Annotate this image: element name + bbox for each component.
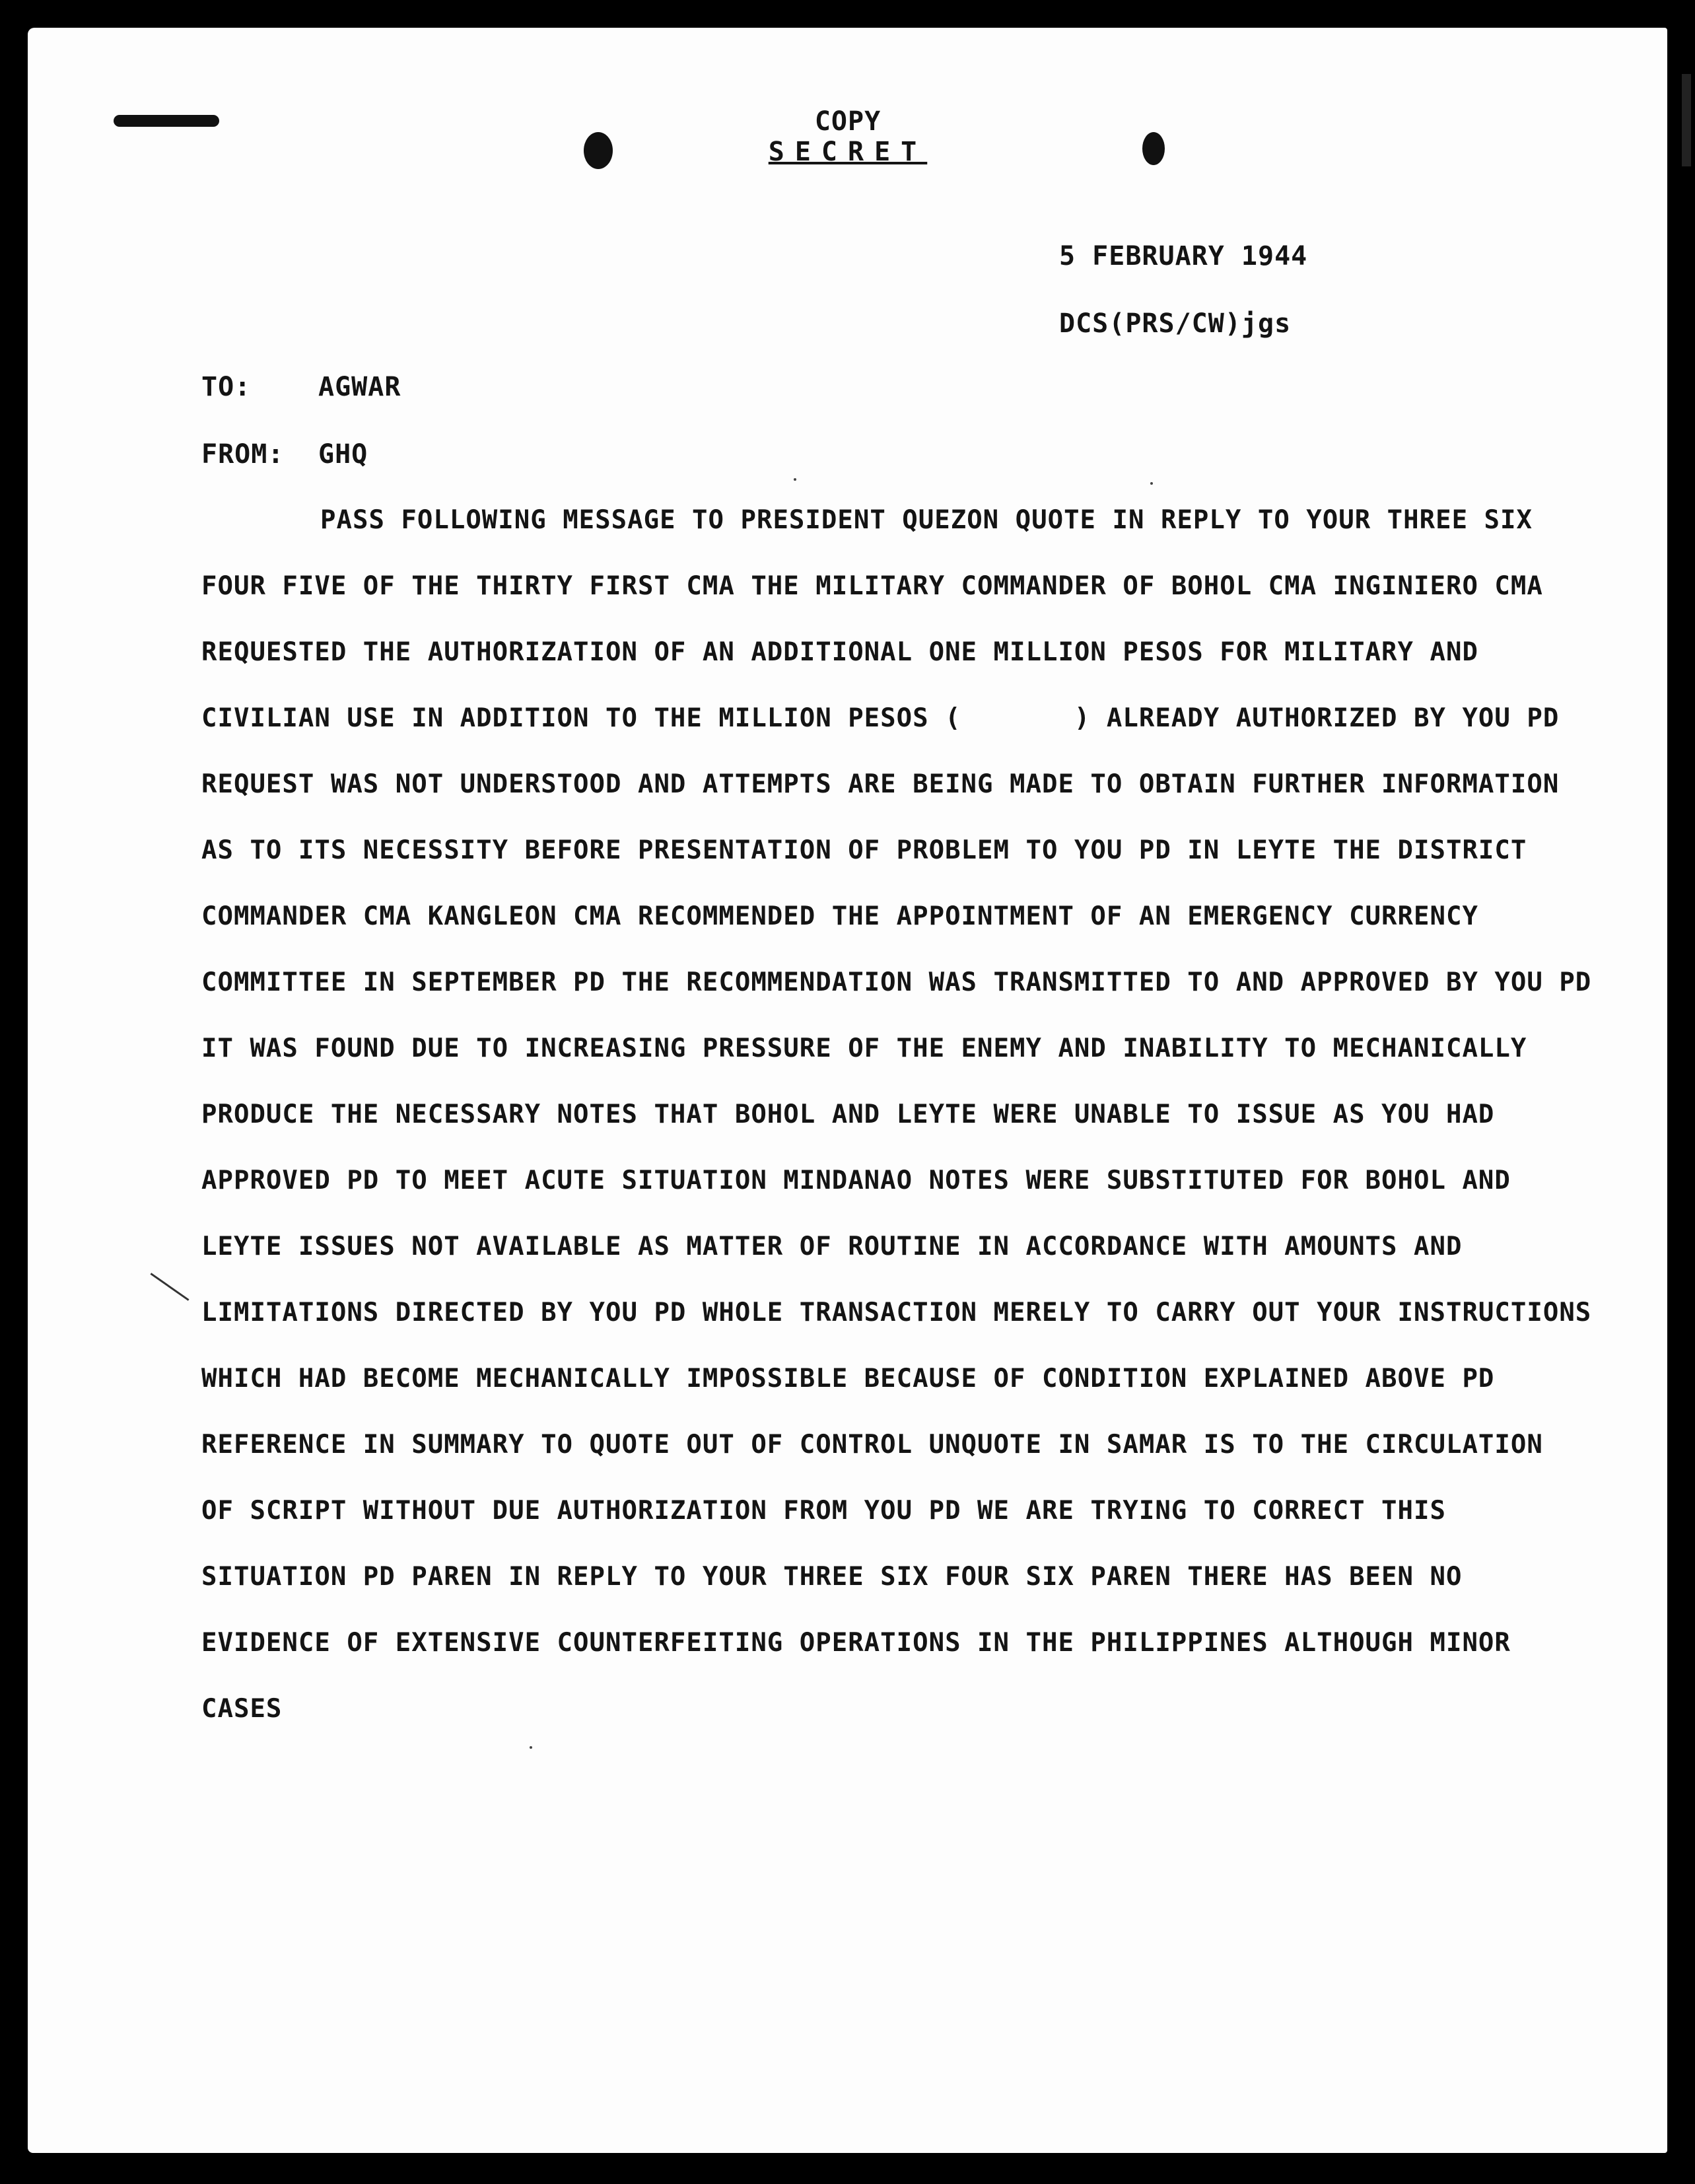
to-value: AGWAR: [318, 372, 401, 402]
body-line: EVIDENCE OF EXTENSIVE COUNTERFEITING OPERATIONS IN THE PHILIPPINES ALTHOUGH MINOR: [201, 1628, 1511, 1658]
body-line: FOUR FIVE OF THE THIRTY FIRST CMA THE MILITARY COMMANDER OF BOHOL CMA INGINIERO CMA: [201, 571, 1543, 601]
body-line: REQUEST WAS NOT UNDERSTOOD AND ATTEMPTS ARE BEING MADE TO OBTAIN FURTHER INFORMATION: [201, 769, 1560, 799]
from-label: FROM:: [201, 439, 285, 470]
message-body: [201, 505, 1621, 1759]
body-line: LIMITATIONS DIRECTED BY YOU PD WHOLE TRANSACTION MERELY TO CARRY OUT YOUR INSTRUCTIONS: [201, 1298, 1592, 1327]
punch-hole-left: [584, 132, 613, 169]
punch-hole-right: [1142, 132, 1165, 165]
scuff-mark: [114, 115, 219, 127]
from-value: GHQ: [318, 439, 368, 470]
body-line: COMMITTEE IN SEPTEMBER PD THE RECOMMENDATION WAS TRANSMITTED TO AND APPROVED BY YOU PD: [201, 968, 1592, 997]
margin-tick-mark: [150, 1273, 189, 1301]
body-line: OF SCRIPT WITHOUT DUE AUTHORIZATION FROM YOU PD WE ARE TRYING TO CORRECT THIS: [201, 1496, 1446, 1526]
message-date: 5 FEBRUARY 1944: [1059, 241, 1308, 271]
speck: [1150, 482, 1153, 485]
body-line: CIVILIAN USE IN ADDITION TO THE MILLION PESOS ( ) ALREADY AUTHORIZED BY YOU PD: [201, 703, 1560, 733]
reference-code: DCS(PRS/CW)jgs: [1059, 308, 1292, 339]
edge-mark: [1682, 74, 1691, 166]
body-line: SITUATION PD PAREN IN REPLY TO YOUR THREE SIX FOUR SIX PAREN THERE HAS BEEN NO: [201, 1562, 1463, 1592]
body-line: REFERENCE IN SUMMARY TO QUOTE OUT OF CONTROL UNQUOTE IN SAMAR IS TO THE CIRCULATION: [201, 1430, 1543, 1460]
body-line: CASES: [201, 1694, 283, 1724]
body-line: APPROVED PD TO MEET ACUTE SITUATION MINDANAO NOTES WERE SUBSTITUTED FOR BOHOL AND: [201, 1166, 1511, 1195]
body-line: REQUESTED THE AUTHORIZATION OF AN ADDITIONAL ONE MILLION PESOS FOR MILITARY AND: [201, 637, 1478, 667]
to-label: TO:: [201, 372, 252, 402]
body-line: LEYTE ISSUES NOT AVAILABLE AS MATTER OF ROUTINE IN ACCORDANCE WITH AMOUNTS AND: [201, 1232, 1463, 1261]
body-line: AS TO ITS NECESSITY BEFORE PRESENTATION OF PROBLEM TO YOU PD IN LEYTE THE DISTRICT: [201, 835, 1527, 865]
body-line: IT WAS FOUND DUE TO INCREASING PRESSURE OF THE ENEMY AND INABILITY TO MECHANICALLY: [201, 1034, 1527, 1063]
classification-label: SECRET: [768, 137, 928, 167]
body-line: COMMANDER CMA KANGLEON CMA RECOMMENDED THE APPOINTMENT OF AN EMERGENCY CURRENCY: [201, 901, 1478, 931]
body-line: WHICH HAD BECOME MECHANICALLY IMPOSSIBLE BECAUSE OF CONDITION EXPLAINED ABOVE PD: [201, 1364, 1495, 1393]
speck: [794, 478, 796, 481]
body-line: PASS FOLLOWING MESSAGE TO PRESIDENT QUEZON QUOTE IN REPLY TO YOUR THREE SIX: [320, 505, 1533, 535]
body-line: PRODUCE THE NECESSARY NOTES THAT BOHOL AND LEYTE WERE UNABLE TO ISSUE AS YOU HAD: [201, 1100, 1495, 1129]
copy-label: COPY: [814, 106, 882, 137]
